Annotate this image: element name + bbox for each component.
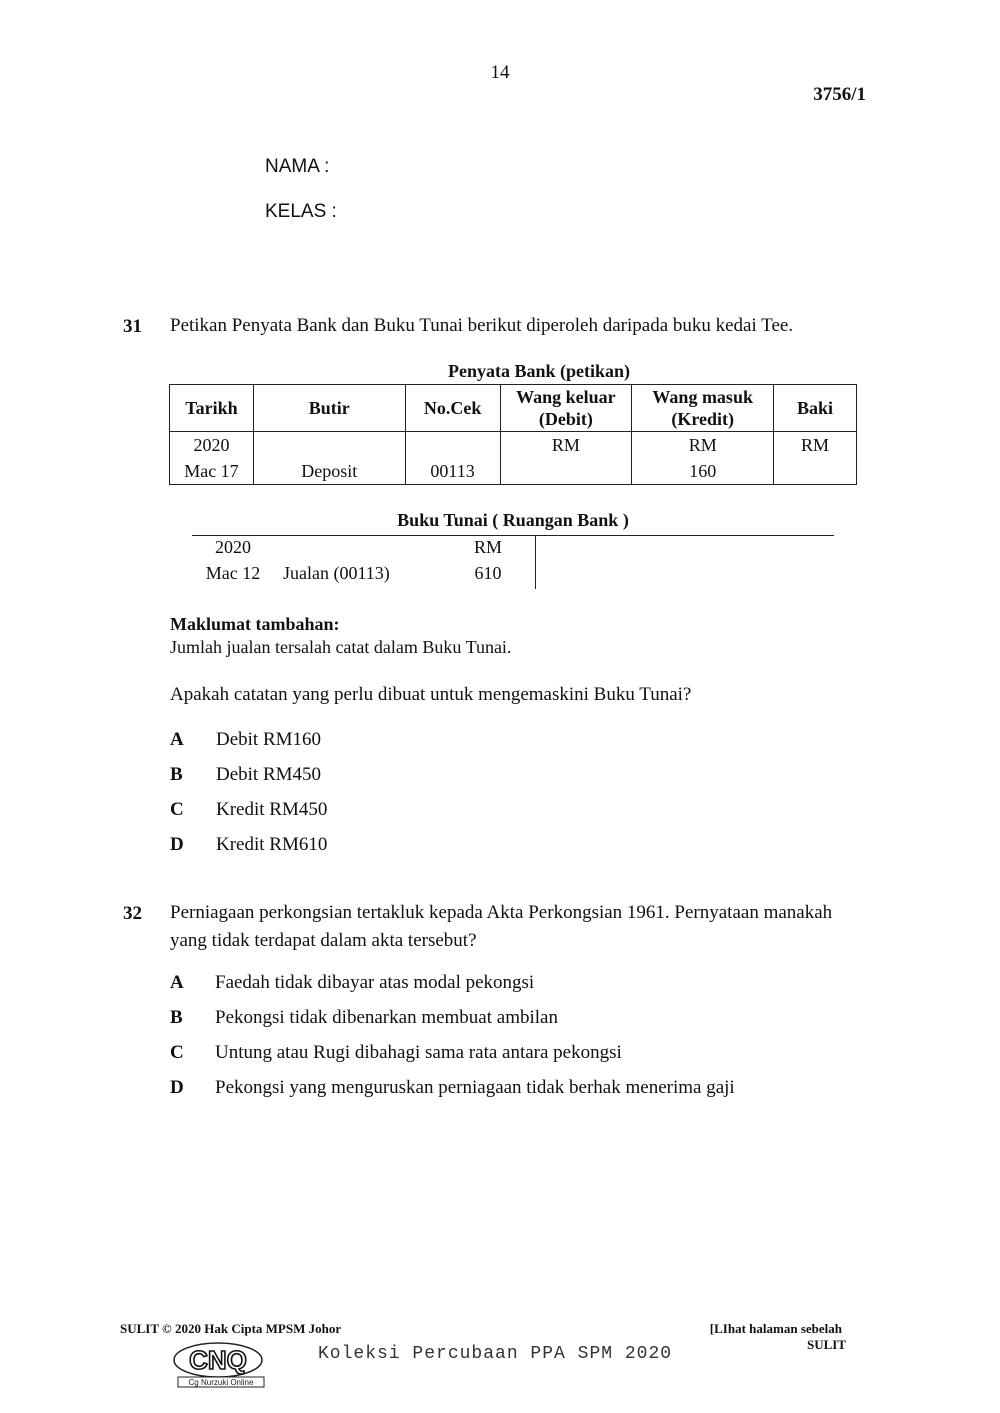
option-d-text[interactable]: Kredit RM610 — [216, 834, 328, 855]
cash-book-top-rule — [192, 535, 834, 536]
option-letter-c: C — [170, 1042, 184, 1063]
question-32-text-line1: Perniagaan perkongsian tertakluk kepada Akta Perkongsian 1961. Pernyataan manakah — [170, 902, 833, 923]
option-letter-b: B — [170, 1007, 183, 1028]
footer-copyright: SULIT © 2020 Hak Cipta MPSM Johor — [120, 1321, 342, 1336]
option-b-text[interactable]: Pekongsi tidak dibenarkan membuat ambilan — [215, 1007, 558, 1028]
table-cell: Mac 17 — [170, 458, 254, 485]
header-nocek: No.Cek — [405, 385, 500, 432]
table-row — [170, 458, 857, 485]
option-b-text[interactable]: Debit RM450 — [216, 764, 322, 785]
cash-book-desc: Jualan (00113) — [283, 563, 390, 583]
option-c-text[interactable]: Kredit RM450 — [216, 799, 328, 820]
footer-classification: SULIT — [806, 1337, 846, 1352]
header-tarikh: Tarikh — [170, 385, 254, 432]
header-credit-line1: Wang masuk — [652, 387, 753, 407]
extra-info-heading: Maklumat tambahan: — [170, 614, 340, 634]
option-c-text[interactable]: Untung atau Rugi dibahagi sama rata antara pekongsi — [215, 1042, 622, 1063]
name-label: NAMA : — [265, 156, 330, 177]
cash-book-center-rule — [535, 536, 536, 589]
table-cell: 160 — [632, 458, 774, 485]
cash-book-date: Mac 12 — [205, 563, 261, 583]
header-credit — [632, 385, 774, 432]
class-label: KELAS : — [265, 201, 337, 222]
table-cell — [774, 458, 857, 485]
option-letter-b: B — [170, 764, 183, 785]
question-32-number: 32 — [123, 903, 142, 924]
table-cell — [405, 432, 500, 459]
cash-book-date: 2020 — [215, 537, 251, 557]
table-cell: 2020 — [170, 432, 254, 459]
question-31-number: 31 — [123, 316, 142, 337]
paper-code: 3756/1 — [813, 84, 866, 105]
logo-subtext: Cg Nurzuki Online — [188, 1378, 254, 1387]
cash-book-amount: 610 — [474, 563, 502, 583]
question-31-text: Petikan Penyata Bank dan Buku Tunai berikut diperoleh daripada buku kedai Tee. — [170, 315, 794, 336]
option-letter-a: A — [170, 972, 184, 993]
question-31-prompt: Apakah catatan yang perlu dibuat untuk mengemaskini Buku Tunai? — [170, 684, 692, 705]
header-baki: Baki — [774, 385, 857, 432]
table-cell — [500, 458, 632, 485]
option-a-text[interactable]: Faedah tidak dibayar atas modal pekongsi — [215, 972, 535, 993]
cash-book-title: Buku Tunai ( Ruangan Bank ) — [397, 510, 629, 530]
logo-text: CNQ — [189, 1345, 247, 1375]
table-cell: RM — [632, 432, 774, 459]
header-debit-line2: (Debit) — [538, 409, 593, 429]
page-number: 14 — [490, 62, 510, 83]
header-butir: Butir — [253, 385, 405, 432]
table-row — [170, 432, 857, 459]
cash-book-amount: RM — [473, 537, 502, 557]
option-letter-d: D — [170, 834, 184, 855]
extra-info-text: Jumlah jualan tersalah catat dalam Buku Tunai. — [170, 637, 512, 657]
table-header-row — [170, 385, 857, 432]
table-cell: Deposit — [253, 458, 405, 485]
option-d-text[interactable]: Pekongsi yang menguruskan perniagaan tidak berhak menerima gaji — [215, 1077, 735, 1098]
cnq-logo — [172, 1340, 268, 1388]
table-cell: 00113 — [405, 458, 500, 485]
collection-title: Koleksi Percubaan PPA SPM 2020 — [318, 1344, 673, 1364]
table-cell: RM — [774, 432, 857, 459]
bank-statement-table — [169, 384, 857, 485]
bank-statement-title: Penyata Bank (petikan) — [447, 361, 631, 381]
table-cell — [253, 432, 405, 459]
table-cell: RM — [500, 432, 632, 459]
option-letter-c: C — [170, 799, 184, 820]
footer-see-next: [LIhat halaman sebelah — [709, 1321, 842, 1336]
header-credit-line2: (Kredit) — [671, 409, 735, 429]
question-32-text-line2: yang tidak terdapat dalam akta tersebut? — [170, 930, 477, 951]
option-a-text[interactable]: Debit RM160 — [216, 729, 322, 750]
header-debit-line1: Wang keluar — [516, 387, 616, 407]
option-letter-a: A — [170, 729, 184, 750]
cnq-logo-graphic — [172, 1340, 268, 1388]
option-letter-d: D — [170, 1077, 184, 1098]
header-debit — [500, 385, 632, 432]
